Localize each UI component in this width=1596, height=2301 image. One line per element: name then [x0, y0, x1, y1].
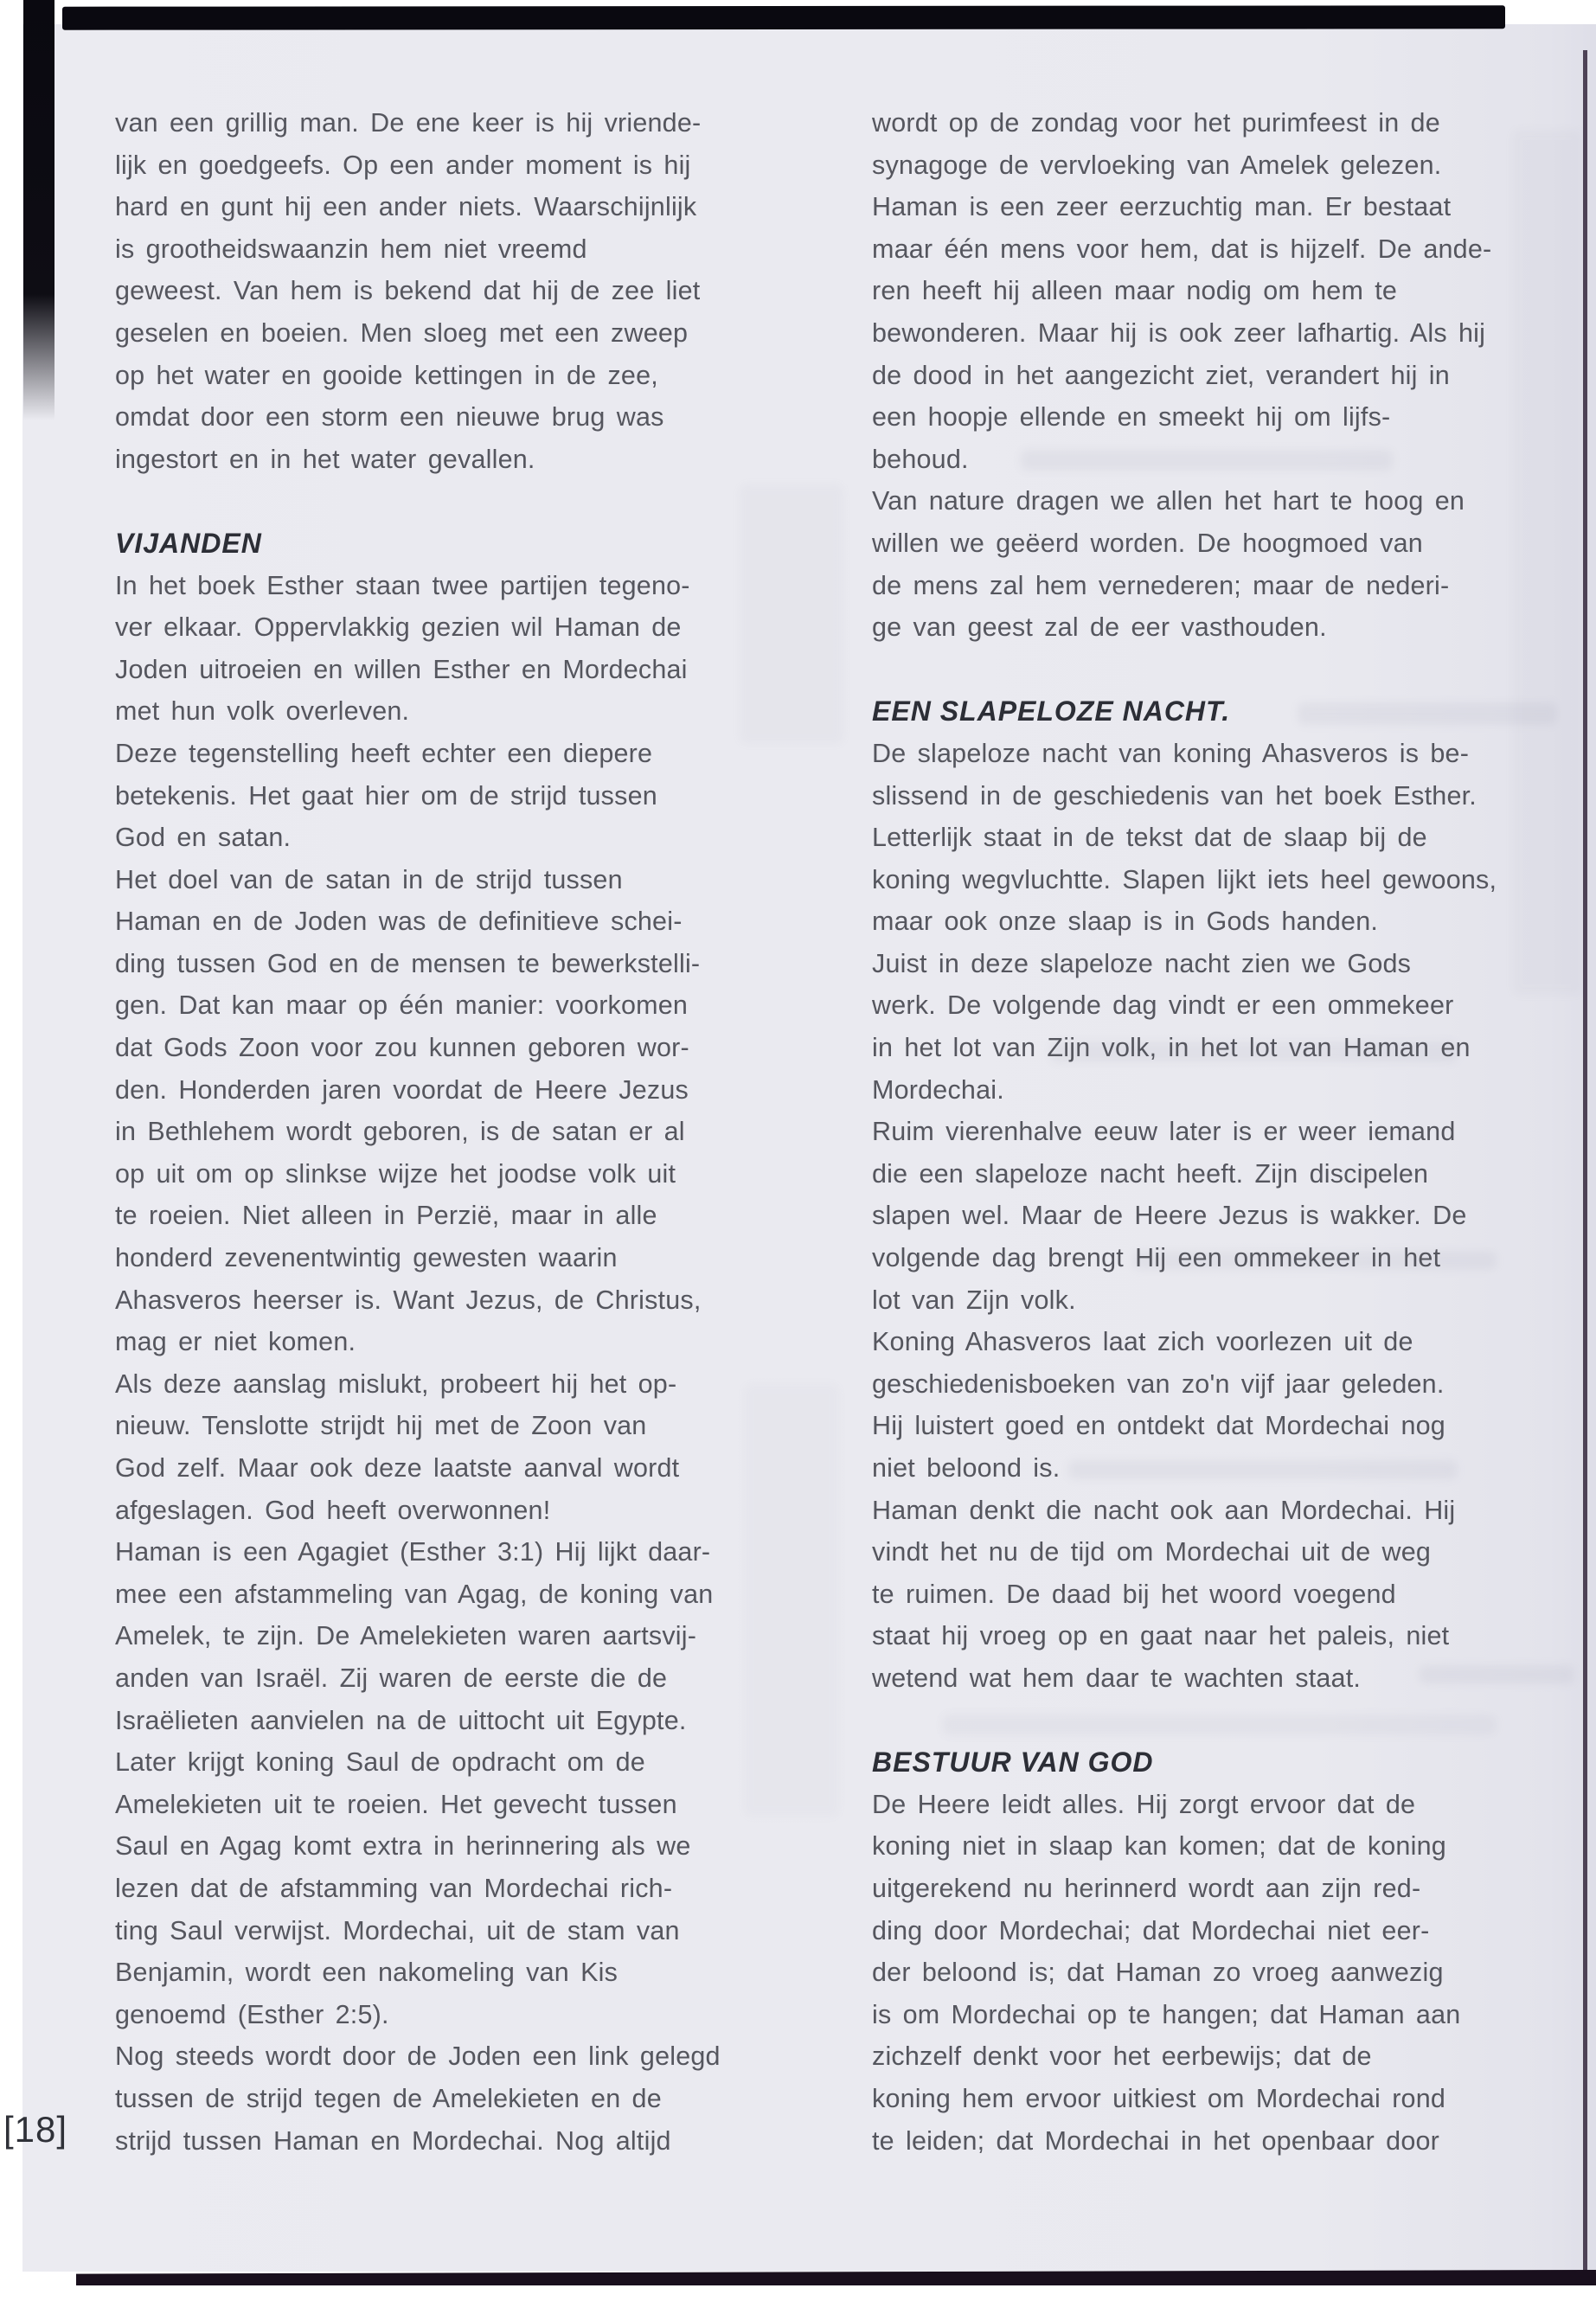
text-line: geschiedenisboeken van zo'n vijf jaar geleden.: [872, 1368, 1445, 1399]
text-line: behoud.: [872, 444, 969, 474]
text-line: der beloond is; dat Haman zo vroeg aanwezig: [872, 1958, 1444, 1988]
text-line: op het water en gooide kettingen in de zee,: [115, 360, 658, 390]
text-line: Nog steeds wordt door de Joden een link gelegd: [115, 2041, 721, 2072]
text-line: Amelek, te zijn. De Amelekieten waren aartsvij-: [115, 1621, 697, 1651]
text-line: Juist in deze slapeloze nacht zien we Gods: [872, 948, 1412, 978]
text-line: gen. Dat kan maar op één manier: voorkomen: [115, 990, 689, 1021]
text-line: Het doel van de satan in de strijd tussen: [115, 864, 623, 894]
paragraph-gap: [872, 1700, 1503, 1742]
text-line: tussen de strijd tegen de Amelekieten en de: [115, 2083, 662, 2113]
text-line: Hij luistert goed en ontdekt dat Mordechai nog: [872, 1411, 1445, 1441]
text-line: vindt het nu de tijd om Mordechai uit de weg: [872, 1537, 1432, 1567]
text-line: geweest. Van hem is bekend dat hij de zee liet: [115, 276, 701, 306]
text-line: nieuw. Tenslotte strijdt hij met de Zoon van: [115, 1411, 647, 1441]
text-line: afgeslagen. God heeft overwonnen!: [115, 1495, 551, 1525]
text-line: in het lot van Zijn volk, in het lot van Haman en: [872, 1033, 1471, 1063]
text-line: een hoopje ellende en smeekt hij om lijfs-: [872, 402, 1391, 433]
text-line: is om Mordechai op te hangen; dat Haman aan: [872, 1999, 1461, 2029]
text-line: Benjamin, wordt een nakomeling van Kis: [115, 1958, 619, 1988]
text-line: Letterlijk staat in de tekst dat de slaap bij de: [872, 823, 1427, 853]
text-line: de mens zal hem vernederen; maar de nederi-: [872, 570, 1450, 600]
text-line: ingestort en in het water gevallen.: [115, 444, 535, 474]
text-line: op uit om op slinkse wijze het joodse volk uit: [115, 1158, 676, 1189]
text-line: staat hij vroeg op en gaat naar het paleis, niet: [872, 1621, 1450, 1651]
text-line: te ruimen. De daad bij het woord voegend: [872, 1579, 1396, 1609]
text-line: Mordechai.: [872, 1074, 1004, 1105]
text-line: van een grillig man. De ene keer is hij vriende-: [115, 108, 702, 138]
text-line: Haman is een Agagiet (Esther 3:1) Hij lijkt daar-: [115, 1537, 711, 1567]
text-line: te leiden; dat Mordechai in het openbaar door: [872, 2125, 1440, 2156]
text-line: honderd zevenentwintig gewesten waarin: [115, 1243, 618, 1273]
text-line: maar ook onze slaap is in Gods handen.: [872, 907, 1379, 937]
text-line: synagoge de vervloeking van Amelek gelezen.: [872, 150, 1442, 180]
text-line: wetend wat hem daar te wachten staat.: [872, 1663, 1362, 1693]
text-line: lezen dat de afstamming van Mordechai rich-: [115, 1873, 673, 1903]
text-line: slissend in de geschiedenis van het boek Esther.: [872, 780, 1477, 811]
text-line: Koning Ahasveros laat zich voorlezen uit de: [872, 1327, 1413, 1357]
text-line: met hun volk overleven.: [115, 696, 410, 727]
text-line: hard en gunt hij een ander niets. Waarschijnlijk: [115, 192, 697, 222]
text-line: mee een afstammeling van Agag, de koning van: [115, 1579, 714, 1609]
scan-edge-left-strip: [23, 0, 54, 420]
text-line: Ruim vierenhalve eeuw later is er weer iemand: [872, 1117, 1456, 1147]
text-line: volgende dag brengt Hij een ommekeer in het: [872, 1243, 1441, 1273]
text-line: koning hem ervoor uitkiest om Mordechai rond: [872, 2083, 1446, 2113]
text-line: de dood in het aangezicht ziet, verandert hij in: [872, 360, 1450, 390]
text-line: slapen wel. Maar de Heere Jezus is wakker. De: [872, 1201, 1467, 1231]
text-line: In het boek Esther staan twee partijen tegeno-: [115, 570, 690, 600]
text-line: mag er niet komen.: [115, 1327, 356, 1357]
text-line: anden van Israël. Zij waren de eerste die de: [115, 1663, 668, 1693]
text-line: koning wegvluchtte. Slapen lijkt iets heel gewoons,: [872, 864, 1497, 894]
text-line: Israëlieten aanvielen na de uittocht uit Egypte.: [115, 1705, 687, 1735]
text-line: genoemd (Esther 2:5).: [115, 1999, 389, 2029]
text-line: uitgerekend nu herinnerd wordt aan zijn red-: [872, 1873, 1421, 1903]
text-line: Joden uitroeien en willen Esther en Mordechai: [115, 654, 688, 684]
scan-edge-right-line: [1583, 50, 1587, 2280]
page-number: [18]: [3, 2109, 68, 2150]
text-line: ge van geest zal de eer vasthouden.: [872, 612, 1327, 643]
text-line: Ahasveros heerser is. Want Jezus, de Christus,: [115, 1285, 702, 1315]
paragraph-gap: [872, 649, 1503, 691]
scan-bed-margin: [0, 2285, 1596, 2301]
text-line: Haman en de Joden was de definitieve schei-: [115, 907, 683, 937]
left-text-column: [115, 102, 721, 2162]
text-line: willen we geëerd worden. De hoogmoed van: [872, 528, 1423, 558]
text-line: lot van Zijn volk.: [872, 1285, 1076, 1315]
text-line: maar één mens voor hem, dat is hijzelf. De ande-: [872, 234, 1492, 264]
text-line: Haman is een zeer eerzuchtig man. Er bestaat: [872, 192, 1452, 222]
text-line: De slapeloze nacht van koning Ahasveros is be-: [872, 738, 1470, 768]
paragraph-gap: [115, 480, 721, 522]
right-text-column: [872, 102, 1503, 2162]
text-line: dat Gods Zoon voor zou kunnen geboren wor-: [115, 1033, 689, 1063]
text-line: God zelf. Maar ook deze laatste aanval wordt: [115, 1453, 680, 1483]
text-line: te roeien. Niet alleen in Perzië, maar in alle: [115, 1201, 657, 1231]
section-heading: BESTUUR VAN GOD: [872, 1747, 1154, 1779]
section-heading: VIJANDEN: [115, 527, 262, 559]
text-line: Van nature dragen we allen het hart te hoog en: [872, 486, 1465, 516]
text-line: niet beloond is.: [872, 1453, 1061, 1483]
text-line: lijk en goedgeefs. Op een ander moment is hij: [115, 150, 691, 180]
text-line: zichzelf denkt voor het eerbewijs; dat de: [872, 2041, 1372, 2072]
text-line: ding tussen God en de mensen te bewerkstelli-: [115, 948, 701, 978]
text-line: wordt op de zondag voor het purimfeest in de: [872, 108, 1440, 138]
text-line: werk. De volgende dag vindt er een ommekeer: [872, 990, 1454, 1021]
text-line: ding door Mordechai; dat Mordechai niet eer-: [872, 1915, 1430, 1945]
text-line: geselen en boeien. Men sloeg met een zweep: [115, 317, 689, 348]
text-line: den. Honderden jaren voordat de Heere Jezus: [115, 1074, 689, 1105]
text-line: Deze tegenstelling heeft echter een diepere: [115, 738, 653, 768]
text-line: die een slapeloze nacht heeft. Zijn discipelen: [872, 1158, 1429, 1189]
text-line: ren heeft hij alleen maar nodig om hem te: [872, 276, 1398, 306]
text-line: ver elkaar. Oppervlakkig gezien wil Haman de: [115, 612, 682, 643]
text-line: betekenis. Het gaat hier om de strijd tussen: [115, 780, 657, 811]
text-line: ting Saul verwijst. Mordechai, uit de stam van: [115, 1915, 680, 1945]
text-line: Als deze aanslag mislukt, probeert hij het op-: [115, 1368, 677, 1399]
text-line: bewonderen. Maar hij is ook zeer lafhartig. Als hij: [872, 317, 1486, 348]
text-line: Haman denkt die nacht ook aan Mordechai. Hij: [872, 1495, 1456, 1525]
text-line: Saul en Agag komt extra in herinnering als we: [115, 1831, 691, 1862]
text-line: strijd tussen Haman en Mordechai. Nog altijd: [115, 2125, 671, 2156]
text-line: is grootheidswaanzin hem niet vreemd: [115, 234, 587, 264]
scan-edge-top-bar: [62, 5, 1505, 29]
text-line: in Bethlehem wordt geboren, is de satan er al: [115, 1117, 685, 1147]
text-line: Amelekieten uit te roeien. Het gevecht tussen: [115, 1789, 677, 1819]
text-line: God en satan.: [115, 823, 292, 853]
text-line: omdat door een storm een nieuwe brug was: [115, 402, 664, 433]
text-line: koning niet in slaap kan komen; dat de koning: [872, 1831, 1446, 1862]
text-line: Later krijgt koning Saul de opdracht om de: [115, 1747, 645, 1778]
section-heading: EEN SLAPELOZE NACHT.: [872, 695, 1231, 727]
text-line: De Heere leidt alles. Hij zorgt ervoor dat de: [872, 1789, 1416, 1819]
